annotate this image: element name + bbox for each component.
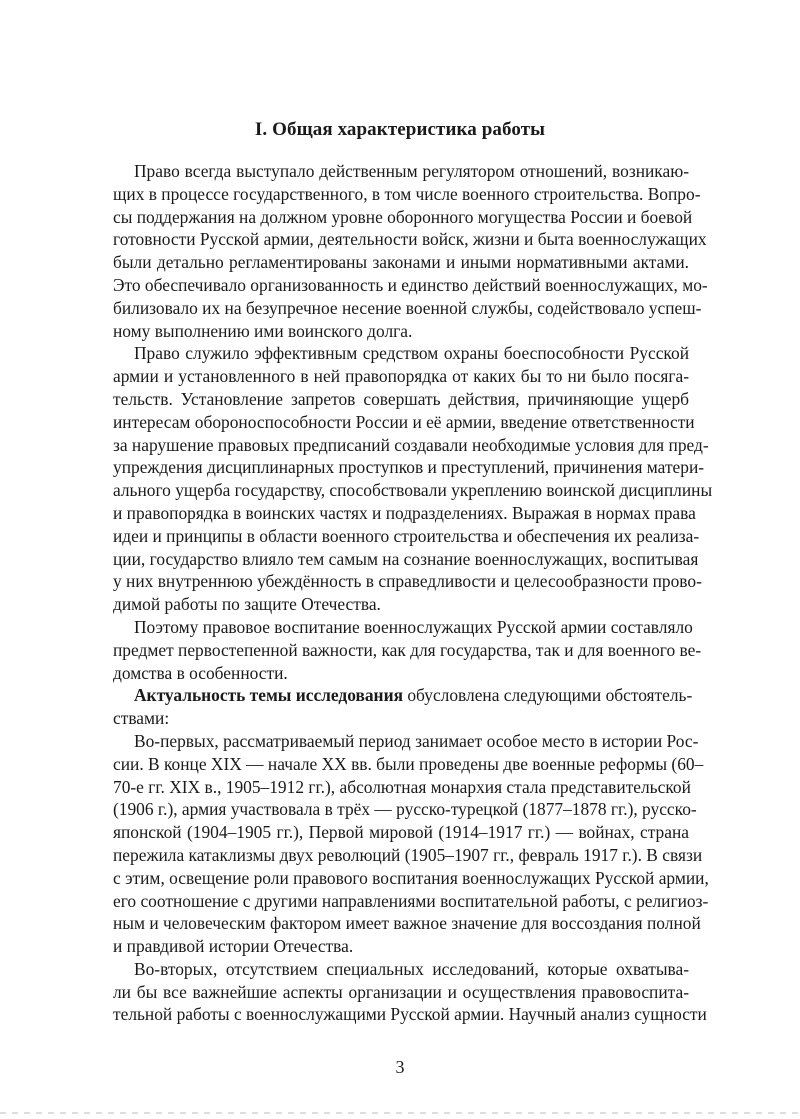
text-line: сы поддержания на должном уровне оборонного могущества России и боевой: [113, 206, 693, 227]
page-number: 3: [395, 1057, 405, 1077]
text-line: японской (1904–1905 гг.), Первой мировой (1914–1917 гг.) — войнах, страна: [113, 822, 689, 843]
line-text: обусловлена следующими обстоятель-: [403, 685, 693, 706]
text-line: Во-первых, рассматриваемый период занимает особое место в истории Рос-: [134, 730, 699, 751]
text-line: были детально регламентированы законами и иными нормативными актами.: [113, 252, 689, 273]
text-line: ции, государство влияло тем самым на сознание военнослужащих, воспитывая: [113, 548, 699, 569]
body-text: [113, 160, 713, 1026]
text-line: [113, 684, 693, 707]
text-line: ального ущерба государству, способствовали укреплению воинской дисциплины: [113, 480, 713, 501]
text-line: Право служило эффективным средством охраны боеспособности Русской: [134, 343, 689, 364]
text-line: билизовало их на безупречное несение военной службы, содействовало успеш-: [113, 297, 702, 318]
text-line: тельной работы с военнослужащими Русской армии. Научный анализ сущности: [113, 1004, 707, 1025]
text-line: с этим, освещение роли правового воспитания военнослужащих Русской армии,: [113, 867, 709, 888]
text-line: Поэтому правовое воспитание военнослужащих Русской армии составляло: [134, 616, 693, 637]
text-line: интересам обороноспособности России и её армии, введение ответственности: [113, 411, 695, 432]
paragraph: [113, 958, 707, 1026]
text-line: пережила катаклизмы двух революций (1905–1907 гг., февраль 1917 г.). В связи: [113, 844, 703, 865]
text-line: Во-вторых, отсутствием специальных исследований, которые охватыва-: [134, 958, 689, 979]
bold-lead-text: Актуальность темы исследования: [134, 685, 404, 706]
text-line: за нарушение правовых предписаний создавали необходимые условия для пред-: [113, 434, 709, 455]
text-line: тельств. Установление запретов совершать действия, причиняющие ущерб: [113, 388, 689, 409]
paragraph: [113, 160, 708, 342]
text-line: 70-е гг. XIX в., 1905–1912 гг.), абсолютная монархия стала представительской: [113, 776, 691, 797]
text-line: и правдивой истории Отечества.: [113, 936, 354, 957]
text-line: Это обеспечивало организованность и единство действий военнослужащих, мо-: [113, 274, 708, 295]
text-line: (1906 г.), армия участвовала в трёх — русско-турецкой (1877–1878 гг.), русско-: [113, 799, 697, 820]
paragraph: [113, 684, 693, 730]
section-heading: I. Общая характеристика работы: [254, 119, 546, 140]
text-line: ным и человеческим фактором имеет важное значение для воссоздания полной: [113, 913, 701, 934]
text-line: и правопорядка в воинских частях и подразделениях. Выражая в нормах права: [113, 502, 696, 523]
paragraph: [113, 342, 713, 616]
text-line: идеи и принципы в области военного строительства и обеспечения их реализа-: [113, 525, 700, 546]
text-line: ли бы все важнейшие аспекты организации и осуществления правовоспита-: [113, 981, 689, 1002]
text-line: предмет первостепенной важности, как для государства, так и для военного ве-: [113, 639, 702, 660]
text-line: у них внутреннюю убеждённость в справедливости и целесообразности прово-: [113, 571, 702, 592]
scan-edge-artifact: [0, 1112, 800, 1114]
text-line: ному выполнению ими воинского долга.: [113, 320, 413, 341]
text-line: сии. В конце XIX — начале XX вв. были проведены две военные реформы (60–: [113, 753, 704, 774]
paragraph: [113, 616, 702, 684]
text-line: домства в особенности.: [113, 662, 288, 683]
text-line: упреждения дисциплинарных проступков и преступлений, причинения матери-: [113, 457, 705, 478]
text-line: его соотношение с другими направлениями воспитательной работы, с религиоз-: [113, 890, 709, 911]
text-line: ствами:: [113, 708, 170, 729]
text-line: димой работы по защите Отечества.: [113, 594, 381, 615]
text-line: щих в процессе государственного, в том числе военного строительства. Вопро-: [113, 183, 701, 204]
paragraph: [113, 730, 709, 958]
text-line: армии и установленного в ней правопорядка от каких бы то ни было посяга-: [113, 366, 689, 387]
text-line: Право всегда выступало действенным регулятором отношений, возникаю-: [134, 161, 689, 181]
text-line: готовности Русской армии, деятельности войск, жизни и быта военнослужащих: [113, 229, 707, 250]
